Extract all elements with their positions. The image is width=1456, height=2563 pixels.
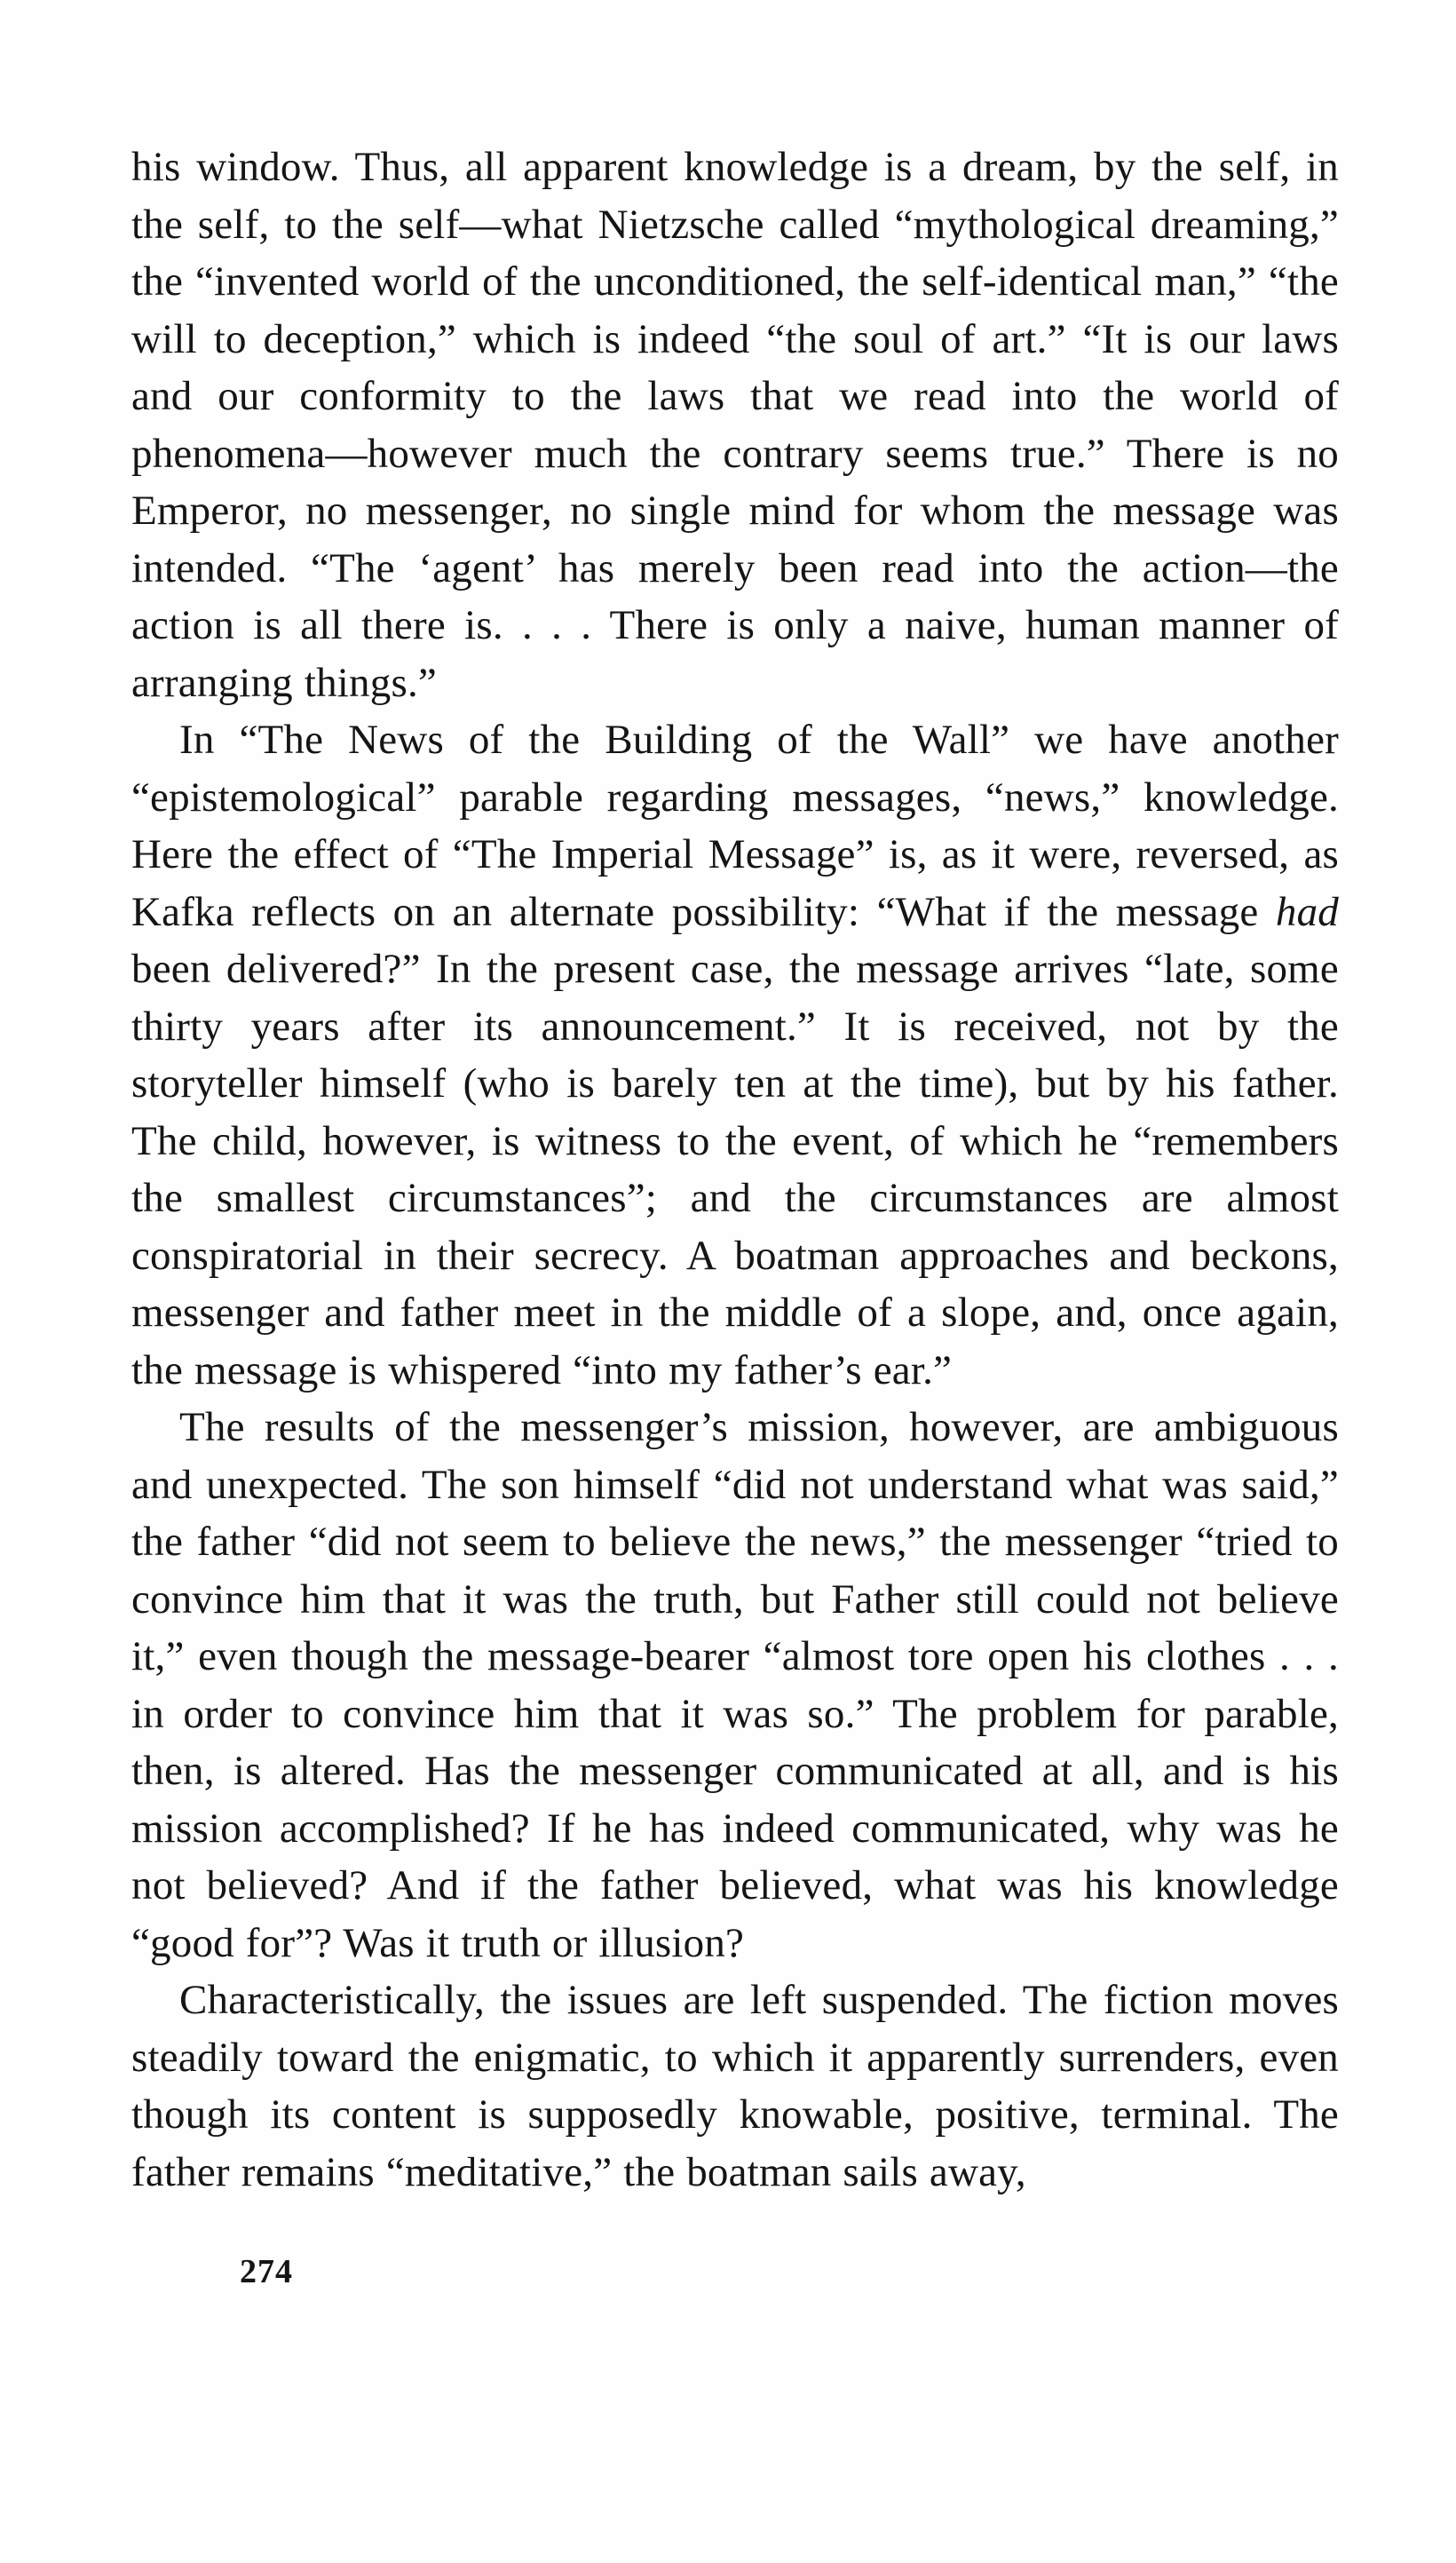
paragraph-3 xyxy=(131,1399,1339,1972)
emphasis-had: had xyxy=(1275,888,1339,935)
paragraph-1-text: his window. Thus, all apparent knowledge is a dream, by the self, in the self, to the self—what Nietzsche called “mythological dreaming,” the “invented world of the unconditioned, the self-identical man,” “the will to deception,” which is indeed “the soul of art.” “It is our laws and our conformity to the laws that we read into the world of phenomena—however much the contrary seems true.” There is no Emperor, no messenger, no single mind for whom the message was intended. “The ‘agent’ has merely been read into the action—the action is all there is. . . . There is only a naive, human manner of arranging things.” xyxy=(131,144,1339,706)
paragraph-2-text-b: been delivered?” In the present case, the message arrives “late, some thirty years after its announcement.” It is received, not by the storyteller himself (who is barely ten at the time), but by his father. The child, however, is witness to the event, of which he “remembers the smallest circumstances”; and the circumstances are almost conspiratorial in their secrecy. A boatman approaches and beckons, messenger and father meet in the middle of a slope, and, once again, the message is whispered “into my father’s ear.” xyxy=(131,946,1339,1393)
paragraph-4-text: Characteristically, the issues are left suspended. The fiction moves steadily toward the enigmatic, to which it apparently surrenders, even though its content is supposedly knowable, positive, terminal. The father remains “meditative,” the boatman sails away, xyxy=(131,1977,1339,2195)
paragraph-1 xyxy=(131,139,1339,711)
page-number: 274 xyxy=(240,2253,293,2290)
paragraph-4 xyxy=(131,1972,1339,2201)
paragraph-2-text-a: In “The News of the Building of the Wall” we have another “epistemological” parable regarding messages, “news,” knowledge. Here the effect of “The Imperial Message” is, as it were, reversed, as Kafka reflects on an alternate possibility: “What if the message xyxy=(131,717,1339,935)
paragraph-2 xyxy=(131,711,1339,1399)
body-text xyxy=(131,139,1339,2201)
paragraph-3-text: The results of the messenger’s mission, however, are ambiguous and unexpected. The son himself “did not understand what was said,” the father “did not seem to believe the news,” the messenger “tried to convince him that it was the truth, but Father still could not believe it,” even though the message-bearer “almost tore open his clothes . . . in order to convince him that it was so.” The problem for parable, then, is altered. Has the messenger communicated at all, and is his mission accomplished? If he has indeed communicated, why was he not believed? And if the father believed, what was his knowledge “good for”? Was it truth or illusion? xyxy=(131,1404,1339,1966)
